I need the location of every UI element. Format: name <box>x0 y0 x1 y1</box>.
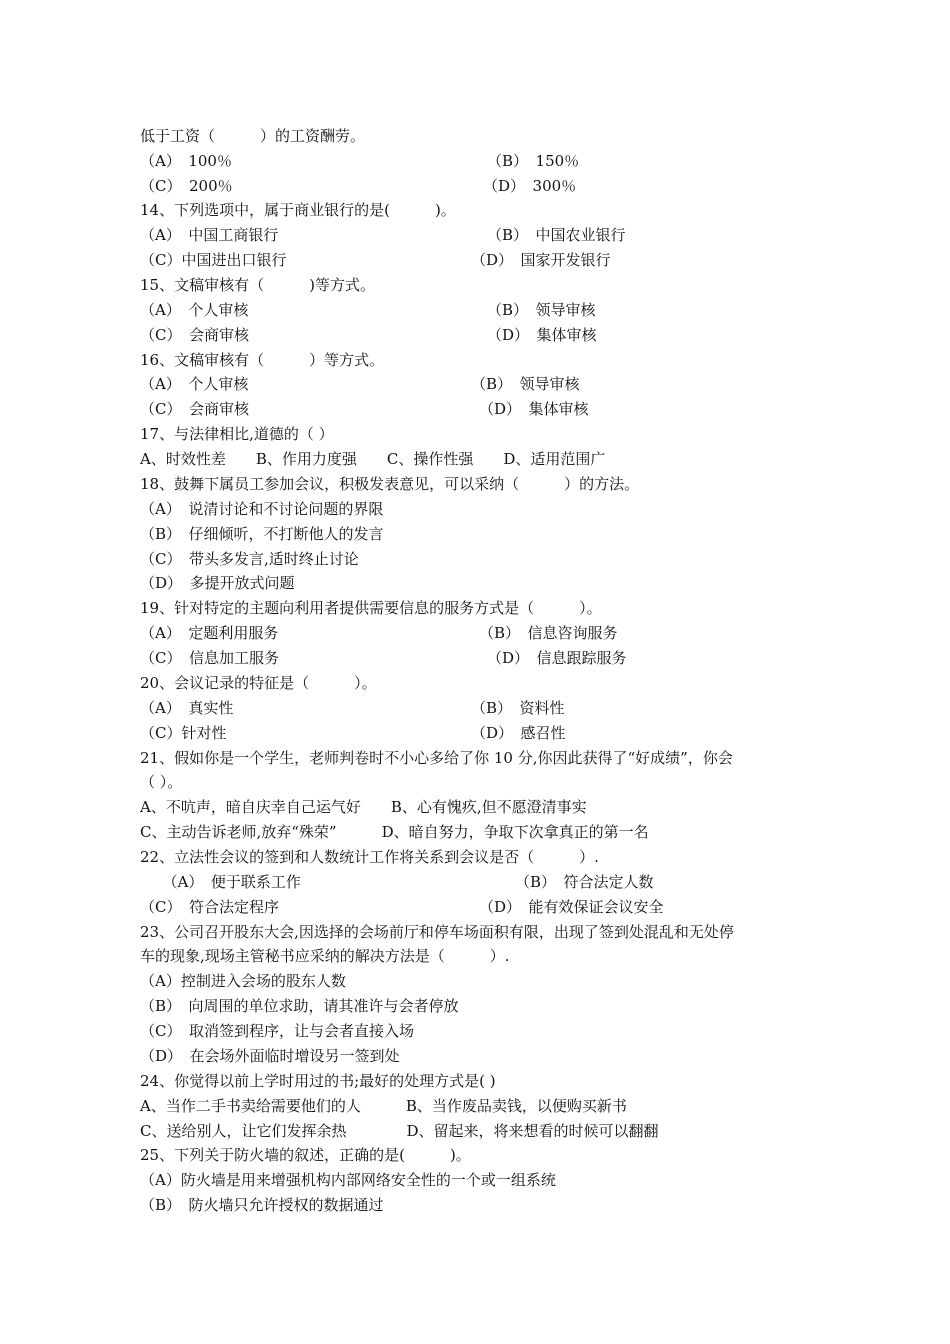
option-right: （D） 集体审核 <box>487 326 597 344</box>
option-right: （B） 中国农业银行 <box>487 226 626 244</box>
option-line: （A）防火墙是用来增强机构内部网络安全性的一个或一组系统 <box>140 1171 556 1189</box>
option-left: （A） 定题利用服务 <box>140 624 279 642</box>
answer-options-line: A、时效性差 B、作用力度强 C、操作性强 D、适用范围广 <box>140 450 606 468</box>
option-left: （A） 个人审核 <box>140 375 249 393</box>
option-right: （B） 信息咨询服务 <box>479 624 618 642</box>
option-right: （D） 能有效保证会议安全 <box>479 898 664 916</box>
option-line: （A） 说清讨论和不讨论问题的界限 <box>140 500 384 518</box>
question-line: 16、文稿审核有（ ）等方式。 <box>140 351 385 369</box>
question-line: 20、会议记录的特征是（ ）。 <box>140 674 377 692</box>
option-left: （C） 200％ <box>140 177 233 195</box>
option-line: （B） 防火墙只允许授权的数据通过 <box>140 1196 384 1214</box>
option-line: （B） 仔细倾听，不打断他人的发言 <box>140 525 384 543</box>
option-right: （B） 领导审核 <box>471 375 580 393</box>
option-right: （B） 领导审核 <box>487 301 596 319</box>
option-line: （D） 多提开放式问题 <box>140 574 295 592</box>
question-line: 23、公司召开股东大会,因选择的会场前厅和停车场面积有限，出现了签到处混乱和无处停 <box>140 923 734 941</box>
option-right: （B） 资料性 <box>471 699 565 717</box>
question-line: 车的现象,现场主管秘书应采纳的解决方法是（ ）. <box>140 947 510 965</box>
answer-options-line: A、不吭声，暗自庆幸自己运气好 B、心有愧疚,但不愿澄清事实 <box>140 798 587 816</box>
option-left: （A） 100％ <box>140 152 232 170</box>
answer-options-line: C、主动告诉老师,放弃“殊荣” D、暗自努力，争取下次拿真正的第一名 <box>140 823 649 841</box>
option-right: （D） 国家开发银行 <box>471 251 611 269</box>
option-right: （D） 感召性 <box>471 724 566 742</box>
option-left: （C）针对性 <box>140 724 227 742</box>
option-line: （D） 在会场外面临时增设另一签到处 <box>140 1047 400 1065</box>
question-line: 15、文稿审核有（ )等方式。 <box>140 276 375 294</box>
question-line: 19、针对特定的主题向利用者提供需要信息的服务方式是（ ）。 <box>140 599 602 617</box>
option-left: （C） 会商审核 <box>140 326 249 344</box>
option-left: （C）中国进出口银行 <box>140 251 287 269</box>
option-left: （C） 信息加工服务 <box>140 649 279 667</box>
option-left: （A） 真实性 <box>140 699 234 717</box>
option-left: （A） 个人审核 <box>140 301 249 319</box>
question-line: 18、鼓舞下属员工参加会议，积极发表意见，可以采纳（ ）的方法。 <box>140 475 640 493</box>
question-line: 22、立法性会议的签到和人数统计工作将关系到会议是否（ ）. <box>140 848 599 866</box>
option-right: （D） 集体审核 <box>479 400 589 418</box>
option-line: （A）控制进入会场的股东人数 <box>140 972 346 990</box>
answer-options-line: A、当作二手书卖给需要他们的人 B、当作废品卖钱，以便购买新书 <box>140 1097 627 1115</box>
option-left: （C） 会商审核 <box>140 400 249 418</box>
question-line: 24、你觉得以前上学时用过的书;最好的处理方式是( ) <box>140 1072 496 1090</box>
option-right: （B） 符合法定人数 <box>515 873 654 891</box>
option-right: （D） 300％ <box>483 177 577 195</box>
option-line: （C） 带头多发言,适时终止讨论 <box>140 550 359 568</box>
question-line: （ ）。 <box>140 773 183 791</box>
option-line: （B） 向周围的单位求助，请其准许与会者停放 <box>140 997 459 1015</box>
option-left: （A） 便于联系工作 <box>140 873 301 891</box>
question-line: 14、下列选项中，属于商业银行的是( )。 <box>140 201 456 219</box>
answer-options-line: C、送给别人，让它们发挥余热 D、留起来，将来想看的时候可以翻翻 <box>140 1122 659 1140</box>
option-left: （A） 中国工商银行 <box>140 226 279 244</box>
option-line: （C） 取消签到程序，让与会者直接入场 <box>140 1022 414 1040</box>
option-right: （D） 信息跟踪服务 <box>487 649 627 667</box>
option-left: （C） 符合法定程序 <box>140 898 279 916</box>
question-line: 25、下列关于防火墙的叙述，正确的是( )。 <box>140 1146 471 1164</box>
question-line: 21、假如你是一个学生，老师判卷时不小心多给了你 10 分,你因此获得了“好成绩”，你会 <box>140 749 733 767</box>
question-line: 低于工资（ ）的工资酬劳。 <box>140 127 366 145</box>
option-right: （B） 150％ <box>487 152 580 170</box>
question-line: 17、与法律相比,道德的（ ） <box>140 425 334 443</box>
